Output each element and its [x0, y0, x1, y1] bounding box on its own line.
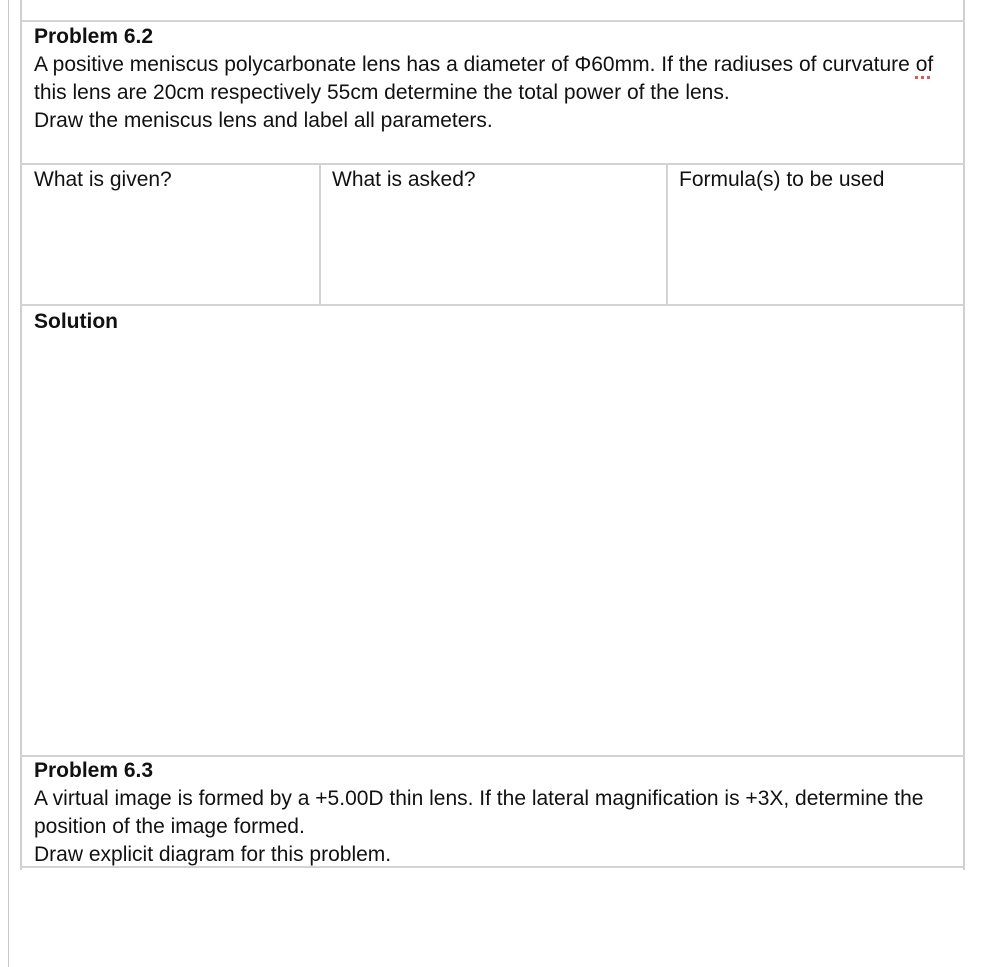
- spellcheck-flagged-word[interactable]: of: [915, 53, 934, 76]
- problem-6-3-instruction: Draw explicit diagram for this problem.: [34, 843, 392, 866]
- problem-6-3-statement: A virtual image is formed by a +5.00D thin lens. If the lateral magnification is +3X, determine the position of the image formed.: [34, 787, 924, 838]
- given-column-header: What is given?: [34, 168, 172, 191]
- asked-column-header: What is asked?: [332, 168, 476, 191]
- problem-6-2-title: Problem 6.2: [34, 25, 154, 48]
- problem-6-3-title: Problem 6.3: [34, 759, 154, 782]
- given-asked-divider: [319, 163, 321, 306]
- page-left-edge: [8, 0, 9, 967]
- problem-6-2-text-start: A positive meniscus polycarbonate lens has a diameter of Φ60mm. If the radiuses of curvature: [34, 53, 916, 76]
- formula-column-header: Formula(s) to be used: [679, 168, 885, 191]
- problem-6-2-section: [34, 23, 949, 135]
- given-row-bottom-border: [20, 304, 965, 306]
- problem-6-2-text-end: this lens are 20cm respectively 55cm determine the total power of the lens.: [34, 81, 730, 104]
- problem-6-2-statement: [34, 51, 949, 107]
- problem-6-3-section: [34, 757, 949, 869]
- problem-6-2-bottom-border: [20, 163, 965, 165]
- table-top-border: [20, 20, 965, 22]
- solution-label: Solution: [34, 310, 118, 333]
- asked-formula-divider: [666, 163, 668, 306]
- problem-6-2-instruction: Draw the meniscus lens and label all parameters.: [34, 109, 493, 132]
